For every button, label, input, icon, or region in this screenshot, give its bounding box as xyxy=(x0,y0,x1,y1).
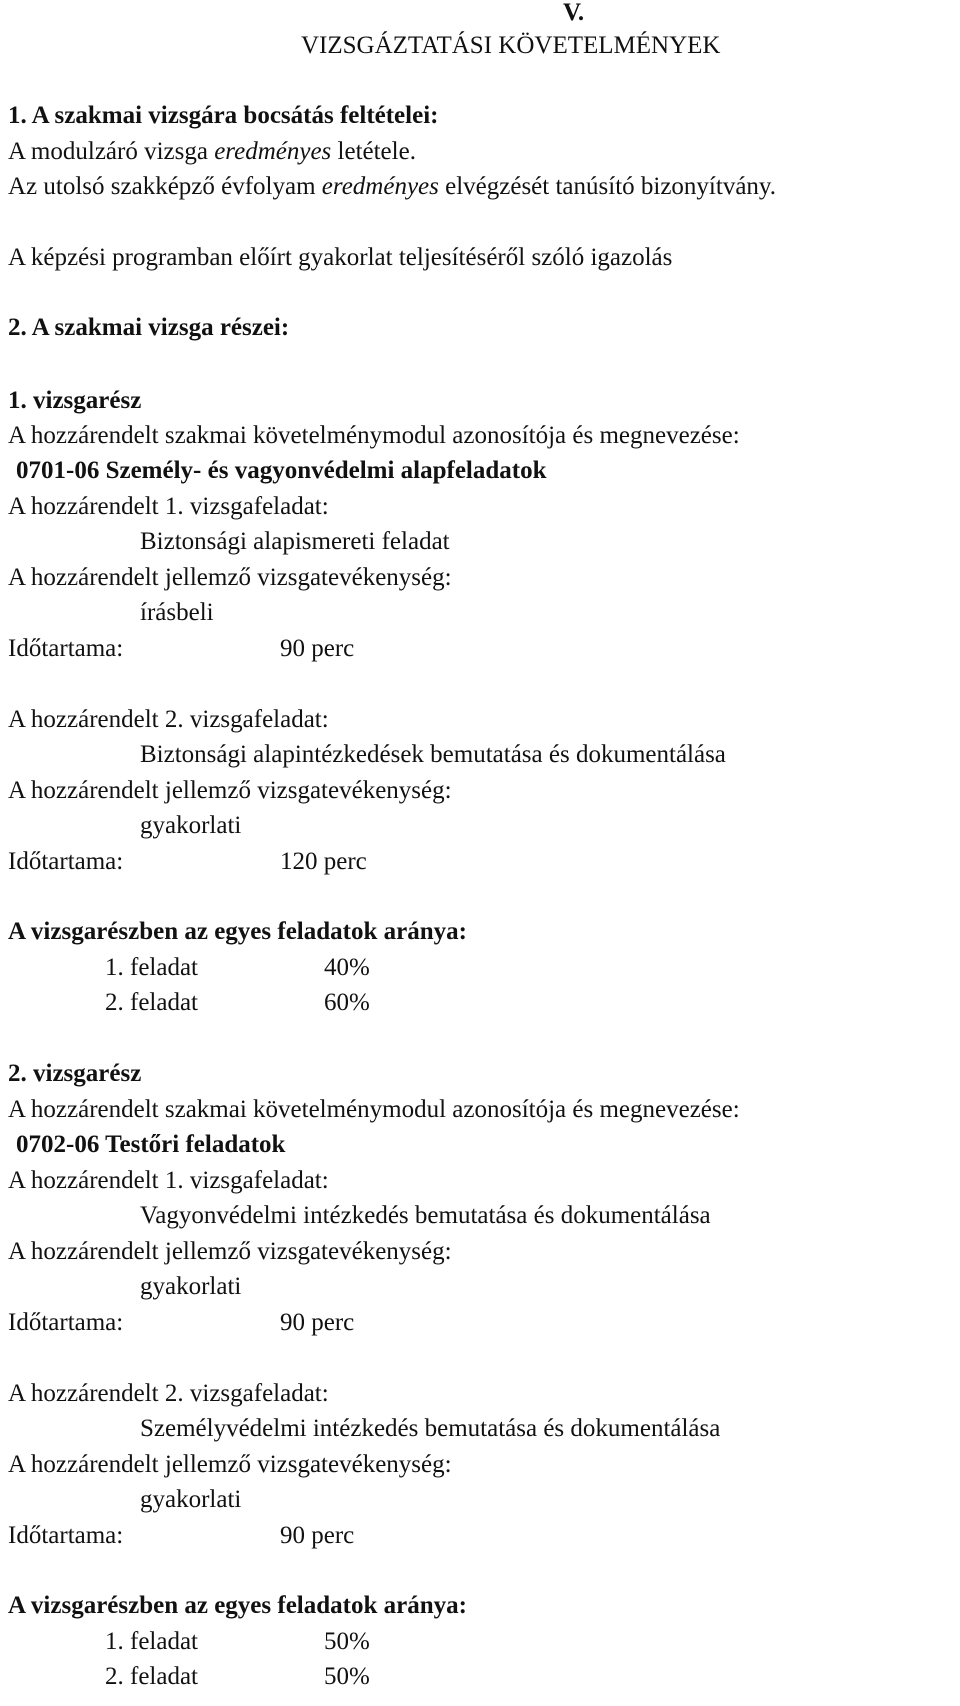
part-2-ratio-title: A vizsgarészben az egyes feladatok aránya: xyxy=(8,1592,467,1619)
part-2-task-2-activity-label: A hozzárendelt jellemző vizsgatevékenység: xyxy=(8,1451,452,1478)
part-1-ratio-task-2: 2. feladat xyxy=(105,989,199,1016)
part-1-module-label: A hozzárendelt szakmai követelménymodul azonosítója és megnevezése: xyxy=(8,422,740,449)
part-1-task-1-activity-label: A hozzárendelt jellemző vizsgatevékenység: xyxy=(8,564,452,591)
part-2-task-1-activity: gyakorlati xyxy=(140,1273,242,1300)
part-1-task-2-activity: gyakorlati xyxy=(140,812,242,839)
part-1-ratio-pct-2: 60% xyxy=(324,989,370,1016)
condition-line-1: A modulzáró vizsga eredményes letétele. xyxy=(8,138,416,165)
part-2-task-1-duration: 90 perc xyxy=(280,1309,355,1336)
part-2-title: 2. vizsgarész xyxy=(8,1060,142,1087)
part-2-module-label: A hozzárendelt szakmai követelménymodul azonosítója és megnevezése: xyxy=(8,1096,740,1123)
part-2-ratio-pct-1: 50% xyxy=(324,1628,370,1655)
part-1-task-1-activity: írásbeli xyxy=(140,599,214,626)
part-1-task-2-label: A hozzárendelt 2. vizsgafeladat: xyxy=(8,706,329,733)
section-1-title: 1. A szakmai vizsgára bocsátás feltételei: xyxy=(8,102,439,129)
part-1-ratio-task-1: 1. feladat xyxy=(105,954,199,981)
part-2-ratio-task-1: 1. feladat xyxy=(105,1628,199,1655)
part-2-ratio-pct-2: 50% xyxy=(324,1663,370,1690)
part-1-title: 1. vizsgarész xyxy=(8,387,142,414)
part-1-task-2-activity-label: A hozzárendelt jellemző vizsgatevékenység: xyxy=(8,777,452,804)
chapter-number: V. xyxy=(563,0,585,26)
part-1-task-1-label: A hozzárendelt 1. vizsgafeladat: xyxy=(8,493,329,520)
part-2-task-1-label: A hozzárendelt 1. vizsgafeladat: xyxy=(8,1167,329,1194)
chapter-title xyxy=(301,31,720,61)
part-1-module: 0701-06 Személy- és vagyonvédelmi alapfeladatok xyxy=(16,457,547,484)
part-1-ratio-title: A vizsgarészben az egyes feladatok aránya: xyxy=(8,918,467,945)
part-2-ratio-task-2: 2. feladat xyxy=(105,1663,199,1690)
part-2-task-1-name: Vagyonvédelmi intézkedés bemutatása és dokumentálása xyxy=(140,1202,711,1229)
part-2-task-2-label: A hozzárendelt 2. vizsgafeladat: xyxy=(8,1380,329,1407)
part-2-task-2-name: Személyvédelmi intézkedés bemutatása és dokumentálása xyxy=(140,1415,721,1442)
part-1-task-1-duration-label: Időtartama: xyxy=(8,635,124,662)
part-1-task-1-duration: 90 perc xyxy=(280,635,355,662)
part-1-task-1-name: Biztonsági alapismereti feladat xyxy=(140,528,450,555)
part-1-task-2-name: Biztonsági alapintézkedések bemutatása és dokumentálása xyxy=(140,741,726,768)
part-2-task-1-activity-label: A hozzárendelt jellemző vizsgatevékenység: xyxy=(8,1238,452,1265)
section-2-title: 2. A szakmai vizsga részei: xyxy=(8,314,290,341)
part-1-task-2-duration-label: Időtartama: xyxy=(8,848,124,875)
part-1-ratio-pct-1: 40% xyxy=(324,954,370,981)
part-2-task-1-duration-label: Időtartama: xyxy=(8,1309,124,1336)
part-2-task-2-duration-label: Időtartama: xyxy=(8,1522,124,1549)
part-2-task-2-activity: gyakorlati xyxy=(140,1486,242,1513)
condition-line-3: A képzési programban előírt gyakorlat teljesítéséről szóló igazolás xyxy=(8,244,673,271)
part-2-task-2-duration: 90 perc xyxy=(280,1522,355,1549)
condition-line-2: Az utolsó szakképző évfolyam eredményes elvégzését tanúsító bizonyítvány. xyxy=(8,173,777,200)
part-2-module: 0702-06 Testőri feladatok xyxy=(16,1131,286,1158)
part-1-task-2-duration: 120 perc xyxy=(280,848,367,875)
chapter-title-text: VIZSGÁZTATÁSI KÖVETELMÉNYEK xyxy=(301,32,721,59)
